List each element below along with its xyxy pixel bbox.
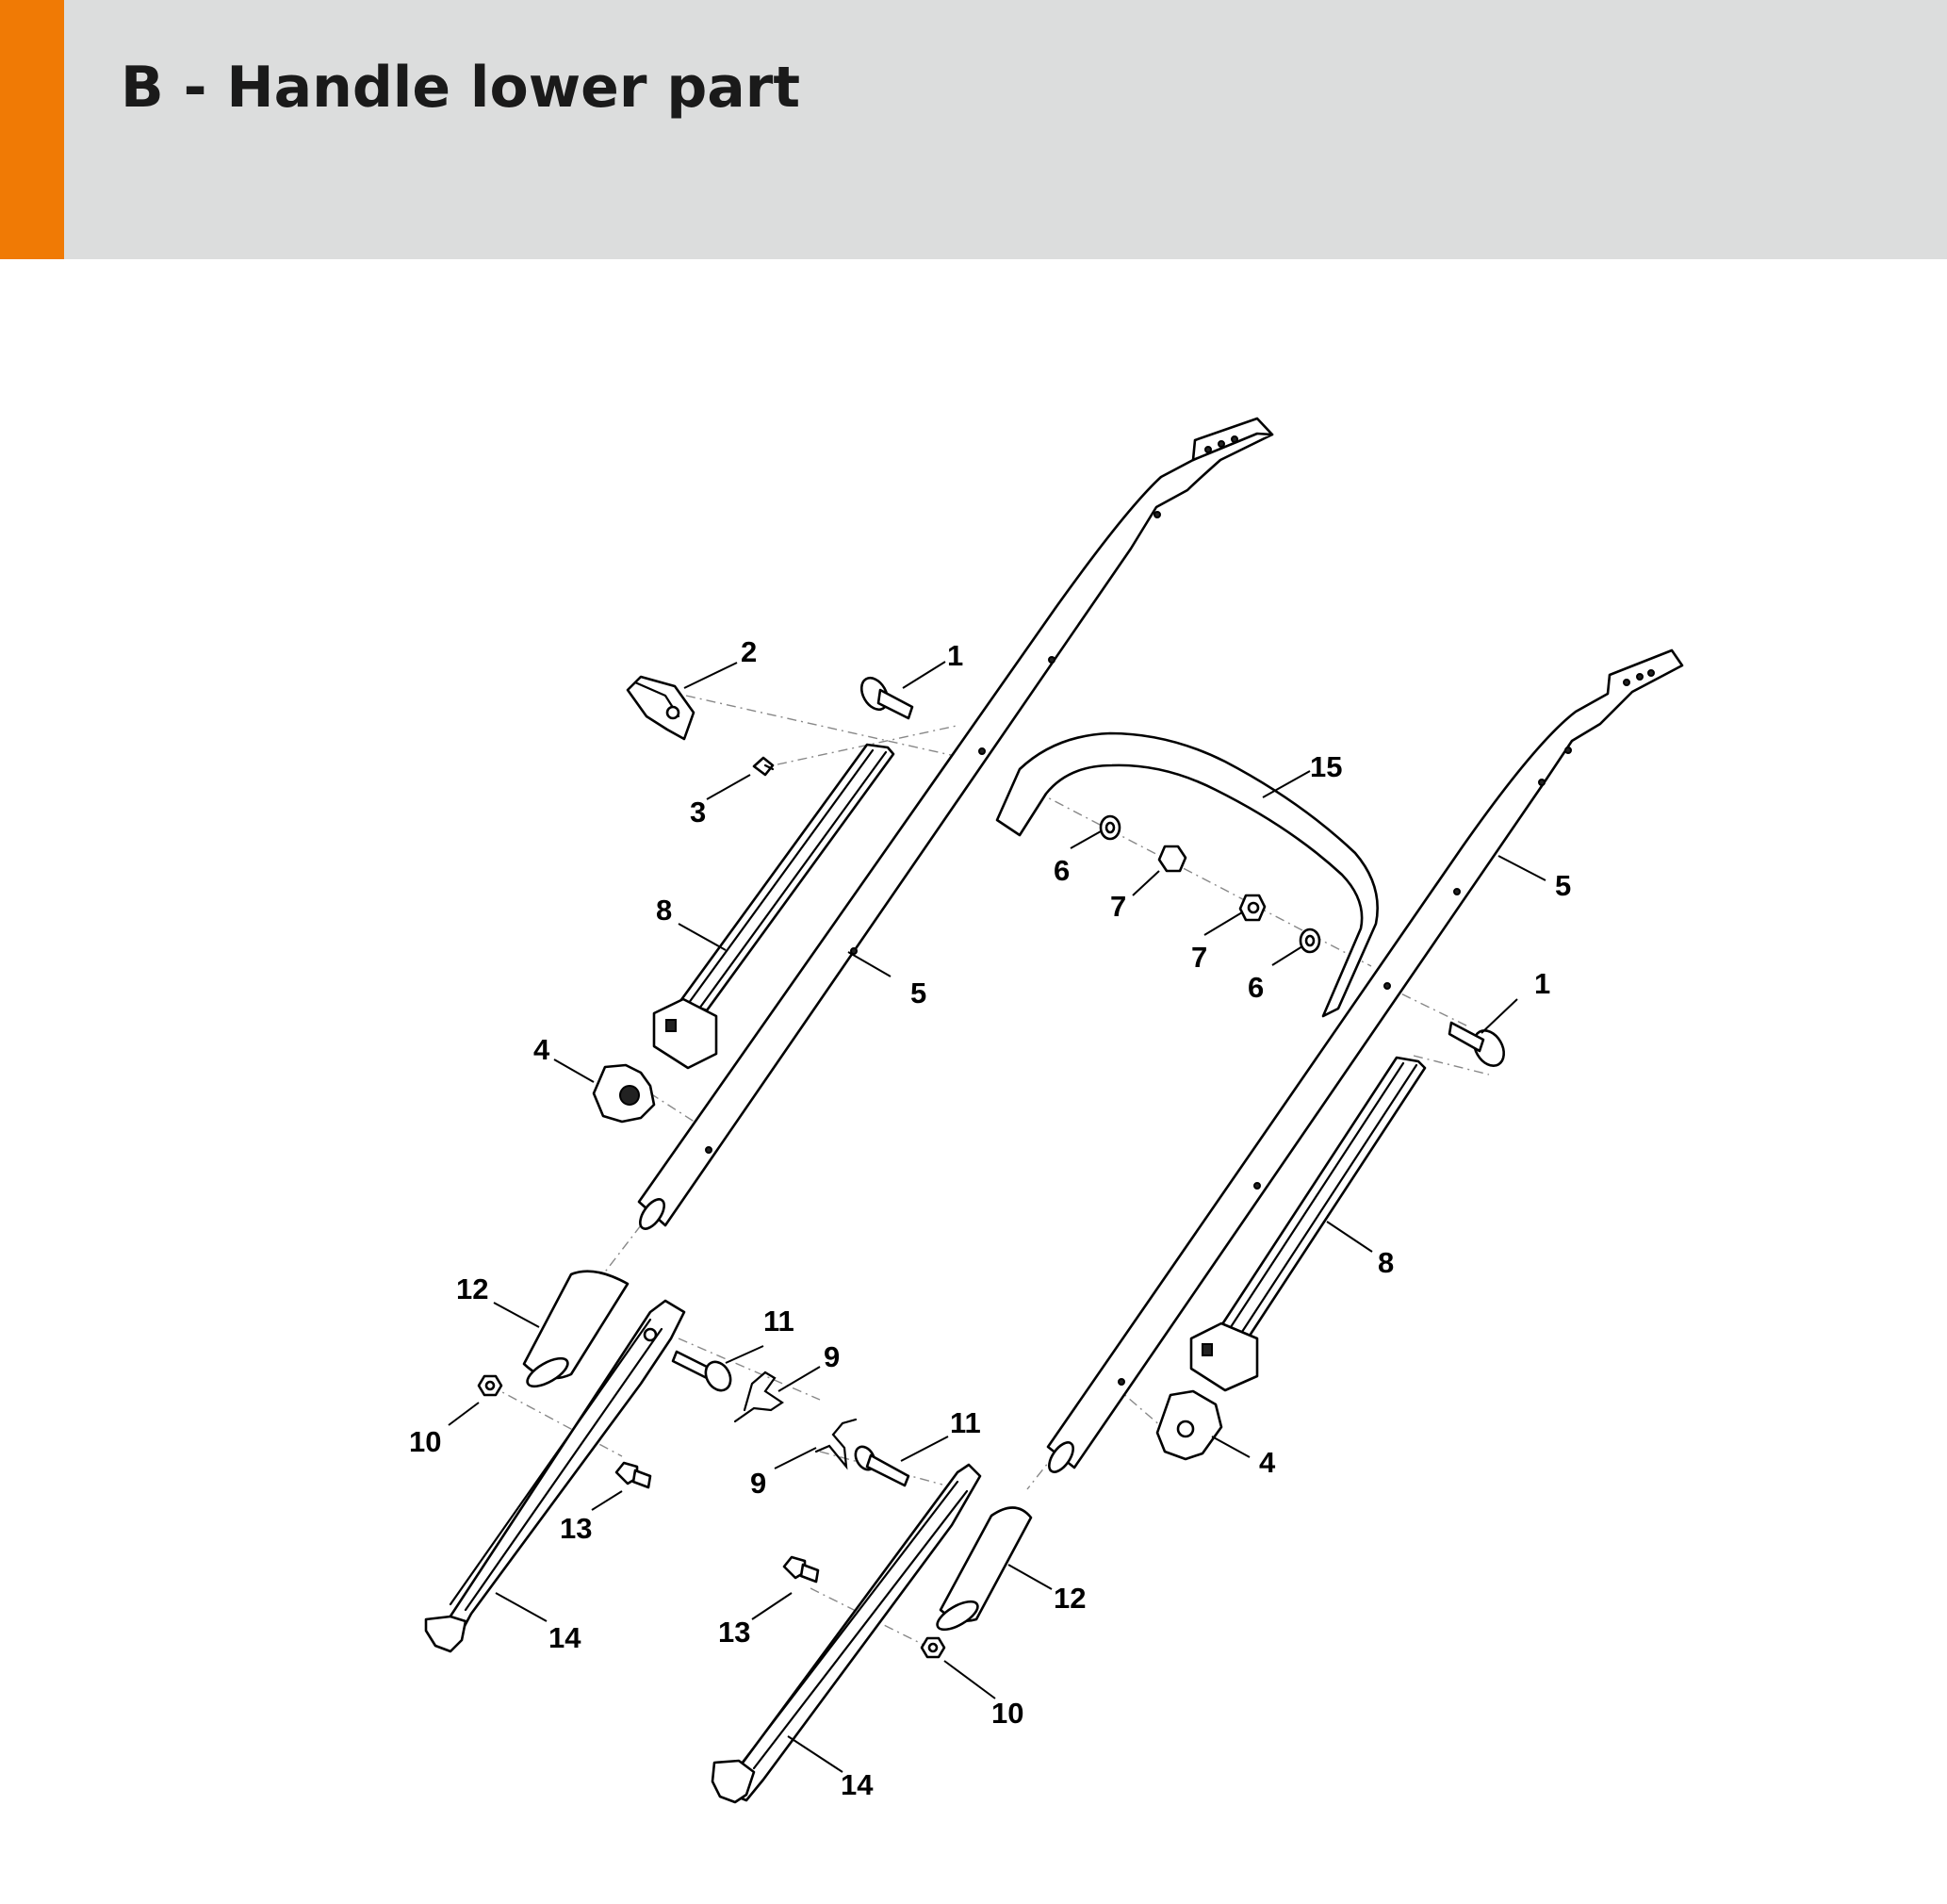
callout-12: 12: [456, 1272, 489, 1305]
part-11-pin-right: [852, 1443, 908, 1485]
callout-6: 6: [1054, 854, 1071, 887]
part-6-washer-a: [1101, 816, 1120, 839]
callout-11: 11: [950, 1406, 981, 1439]
callout-8: 8: [656, 894, 673, 927]
callout-labels: [409, 635, 1571, 1801]
callout-14: 14: [841, 1768, 874, 1801]
part-7-nut-a: [1159, 846, 1186, 871]
part-13-bolt-left: [616, 1463, 650, 1487]
callout-7: 7: [1191, 941, 1208, 974]
part-3-screw: [754, 758, 773, 775]
part-9-clip-right: [816, 1420, 856, 1467]
callout-3: 3: [690, 796, 707, 829]
leader-lines: [449, 662, 1546, 1772]
part-4-knob-left: [594, 1065, 654, 1122]
callout-10: 10: [409, 1425, 442, 1458]
callout-1: 1: [1534, 967, 1551, 1000]
part-13-bolt-right: [784, 1557, 818, 1582]
callout-15: 15: [1310, 750, 1343, 783]
callout-6: 6: [1248, 971, 1265, 1004]
part-5-handle-tube-right: [1044, 650, 1682, 1476]
part-10-nut-left: [479, 1376, 501, 1395]
callout-13: 13: [718, 1616, 751, 1649]
callout-10: 10: [991, 1697, 1024, 1730]
callout-13: 13: [560, 1512, 593, 1545]
callout-7: 7: [1110, 890, 1127, 923]
callout-11: 11: [763, 1305, 794, 1338]
part-2-clamp: [628, 677, 694, 739]
callout-8: 8: [1378, 1246, 1395, 1279]
callout-1: 1: [947, 639, 964, 672]
part-1-bolt-right: [1449, 1023, 1510, 1071]
part-10-nut-right: [922, 1638, 944, 1657]
callout-5: 5: [1555, 869, 1572, 902]
callout-5: 5: [910, 977, 927, 1009]
callout-4: 4: [1259, 1446, 1276, 1479]
callout-9: 9: [824, 1340, 841, 1373]
callout-4: 4: [533, 1033, 550, 1066]
part-7-nut-b: [1240, 895, 1265, 920]
callout-12: 12: [1054, 1582, 1087, 1615]
part-5-handle-tube-left: [635, 419, 1272, 1233]
part-4-knob-right: [1157, 1391, 1221, 1459]
callout-9: 9: [750, 1467, 767, 1500]
part-14-lower-leg-right: [712, 1465, 980, 1802]
callout-14: 14: [548, 1621, 581, 1654]
callout-2: 2: [741, 635, 758, 668]
part-11-pin-left: [673, 1352, 735, 1395]
part-1-bolt-left: [857, 673, 912, 718]
page-title: B - Handle lower part: [121, 55, 801, 121]
part-6-washer-b: [1301, 929, 1319, 952]
